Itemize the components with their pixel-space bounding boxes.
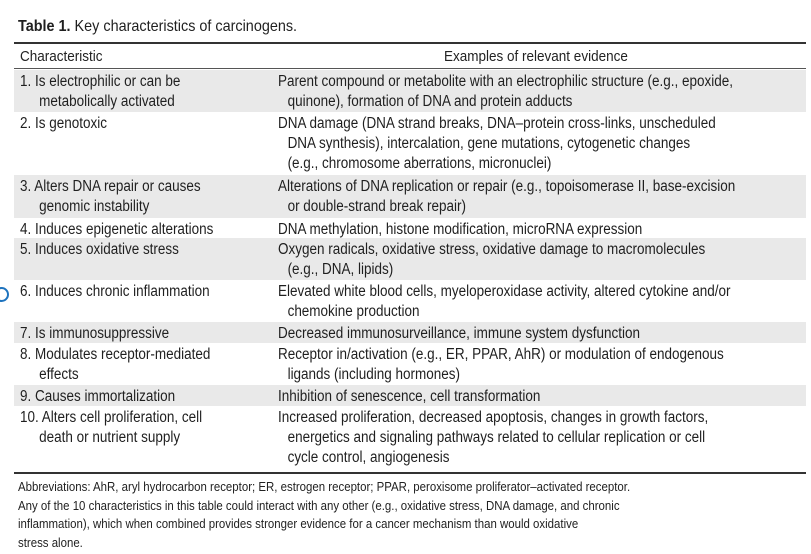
- evidence-line: Increased proliferation, decreased apoptosis, changes in growth factors,: [278, 409, 709, 426]
- table-row: [14, 343, 806, 385]
- evidence-line: cycle control, angiogenesis: [287, 449, 450, 466]
- table-row: [14, 406, 806, 469]
- characteristic-cell: [20, 177, 268, 217]
- characteristic-line: genomic instability: [39, 198, 150, 215]
- evidence-line: Elevated white blood cells, myeloperoxidase activity, altered cytokine and/or: [278, 283, 731, 300]
- evidence-line: quinone), formation of DNA and protein adducts: [287, 93, 573, 110]
- evidence-line: DNA damage (DNA strand breaks, DNA–protein cross-links, unscheduled: [278, 115, 716, 132]
- table-row: [14, 280, 806, 322]
- header-characteristic: Characteristic: [20, 48, 103, 65]
- characteristic-cell: [20, 387, 268, 407]
- evidence-cell: [278, 72, 804, 112]
- evidence-line: Decreased immunosurveillance, immune system dysfunction: [278, 325, 641, 342]
- characteristic-line: 4. Induces epigenetic alterations: [20, 221, 214, 238]
- evidence-line: or double-strand break repair): [287, 198, 466, 215]
- characteristic-line: 5. Induces oxidative stress: [20, 241, 179, 258]
- characteristic-cell: [20, 324, 268, 344]
- evidence-line: Alterations of DNA replication or repair (e.g., topoisomerase II, base-excision: [278, 178, 736, 195]
- evidence-line: DNA methylation, histone modification, microRNA expression: [278, 221, 643, 238]
- evidence-line: energetics and signaling pathways related to cellular replication or cell: [287, 429, 706, 446]
- characteristic-cell: [20, 408, 268, 448]
- characteristic-line: 10. Alters cell proliferation, cell: [20, 409, 203, 426]
- evidence-line: (e.g., DNA, lipids): [287, 261, 394, 278]
- evidence-line: ligands (including hormones): [287, 366, 460, 383]
- footnote-line: Abbreviations: AhR, aryl hydrocarbon receptor; ER, estrogen receptor; PPAR, peroxisome proliferator–activated receptor.: [18, 479, 631, 494]
- evidence-line: Parent compound or metabolite with an electrophilic structure (e.g., epoxide,: [278, 73, 733, 90]
- table-footnote: [18, 478, 792, 552]
- evidence-cell: [278, 324, 804, 344]
- characteristic-line: 8. Modulates receptor-mediated: [20, 346, 211, 363]
- characteristic-line: death or nutrient supply: [39, 429, 181, 446]
- evidence-line: Inhibition of senescence, cell transformation: [278, 388, 541, 405]
- evidence-line: Receptor in/activation (e.g., ER, PPAR, AhR) or modulation of endogenous: [278, 346, 724, 363]
- characteristic-cell: [20, 345, 268, 385]
- characteristic-line: 6. Induces chronic inflammation: [20, 283, 210, 300]
- footnote-line: inflammation), which when combined provides stronger evidence for a cancer mechanism than would oxidative: [18, 516, 579, 531]
- evidence-cell: [278, 114, 804, 174]
- characteristic-line: 7. Is immunosuppressive: [20, 325, 170, 342]
- bottom-rule: [14, 472, 806, 474]
- table-row: [14, 70, 806, 112]
- selection-marker-icon[interactable]: [0, 287, 9, 302]
- characteristic-cell: [20, 114, 268, 134]
- characteristic-line: 1. Is electrophilic or can be: [20, 73, 181, 90]
- evidence-cell: [278, 240, 804, 280]
- evidence-cell: [278, 387, 804, 407]
- evidence-line: Oxygen radicals, oxidative stress, oxidative damage to macromolecules: [278, 241, 706, 258]
- characteristic-cell: [20, 220, 268, 240]
- characteristic-line: effects: [39, 366, 79, 383]
- characteristic-cell: [20, 282, 268, 302]
- evidence-cell: [278, 177, 804, 217]
- characteristic-line: 2. Is genotoxic: [20, 115, 107, 132]
- characteristic-cell: [20, 72, 268, 112]
- characteristic-line: 9. Causes immortalization: [20, 388, 176, 405]
- evidence-cell: [278, 345, 804, 385]
- evidence-cell: [278, 282, 804, 322]
- characteristic-cell: [20, 240, 268, 260]
- table-row: [14, 385, 806, 406]
- footnote-line: Any of the 10 characteristics in this table could interact with any other (e.g., oxidative stress, DNA damage, and chronic: [18, 497, 620, 513]
- footnote-line: stress alone.: [18, 534, 83, 550]
- table-row: [14, 112, 806, 175]
- table-row: [14, 175, 806, 218]
- top-rule: [14, 42, 806, 44]
- table-row: [14, 322, 806, 343]
- table-number: Table 1.: [18, 18, 71, 35]
- evidence-cell: [278, 408, 804, 468]
- table-title: [18, 16, 297, 38]
- header-evidence: Examples of relevant evidence: [444, 48, 628, 65]
- evidence-line: chemokine production: [287, 303, 420, 320]
- table-row: [14, 238, 806, 280]
- characteristic-line: metabolically activated: [39, 93, 175, 110]
- characteristic-line: 3. Alters DNA repair or causes: [20, 178, 201, 195]
- header-rule: [14, 68, 806, 69]
- table-row: [14, 218, 806, 238]
- table-caption: Key characteristics of carcinogens.: [70, 18, 298, 35]
- evidence-cell: [278, 220, 804, 240]
- evidence-line: DNA synthesis), intercalation, gene mutations, cytogenetic changes: [287, 135, 691, 152]
- evidence-line: (e.g., chromosome aberrations, micronuclei): [287, 155, 552, 172]
